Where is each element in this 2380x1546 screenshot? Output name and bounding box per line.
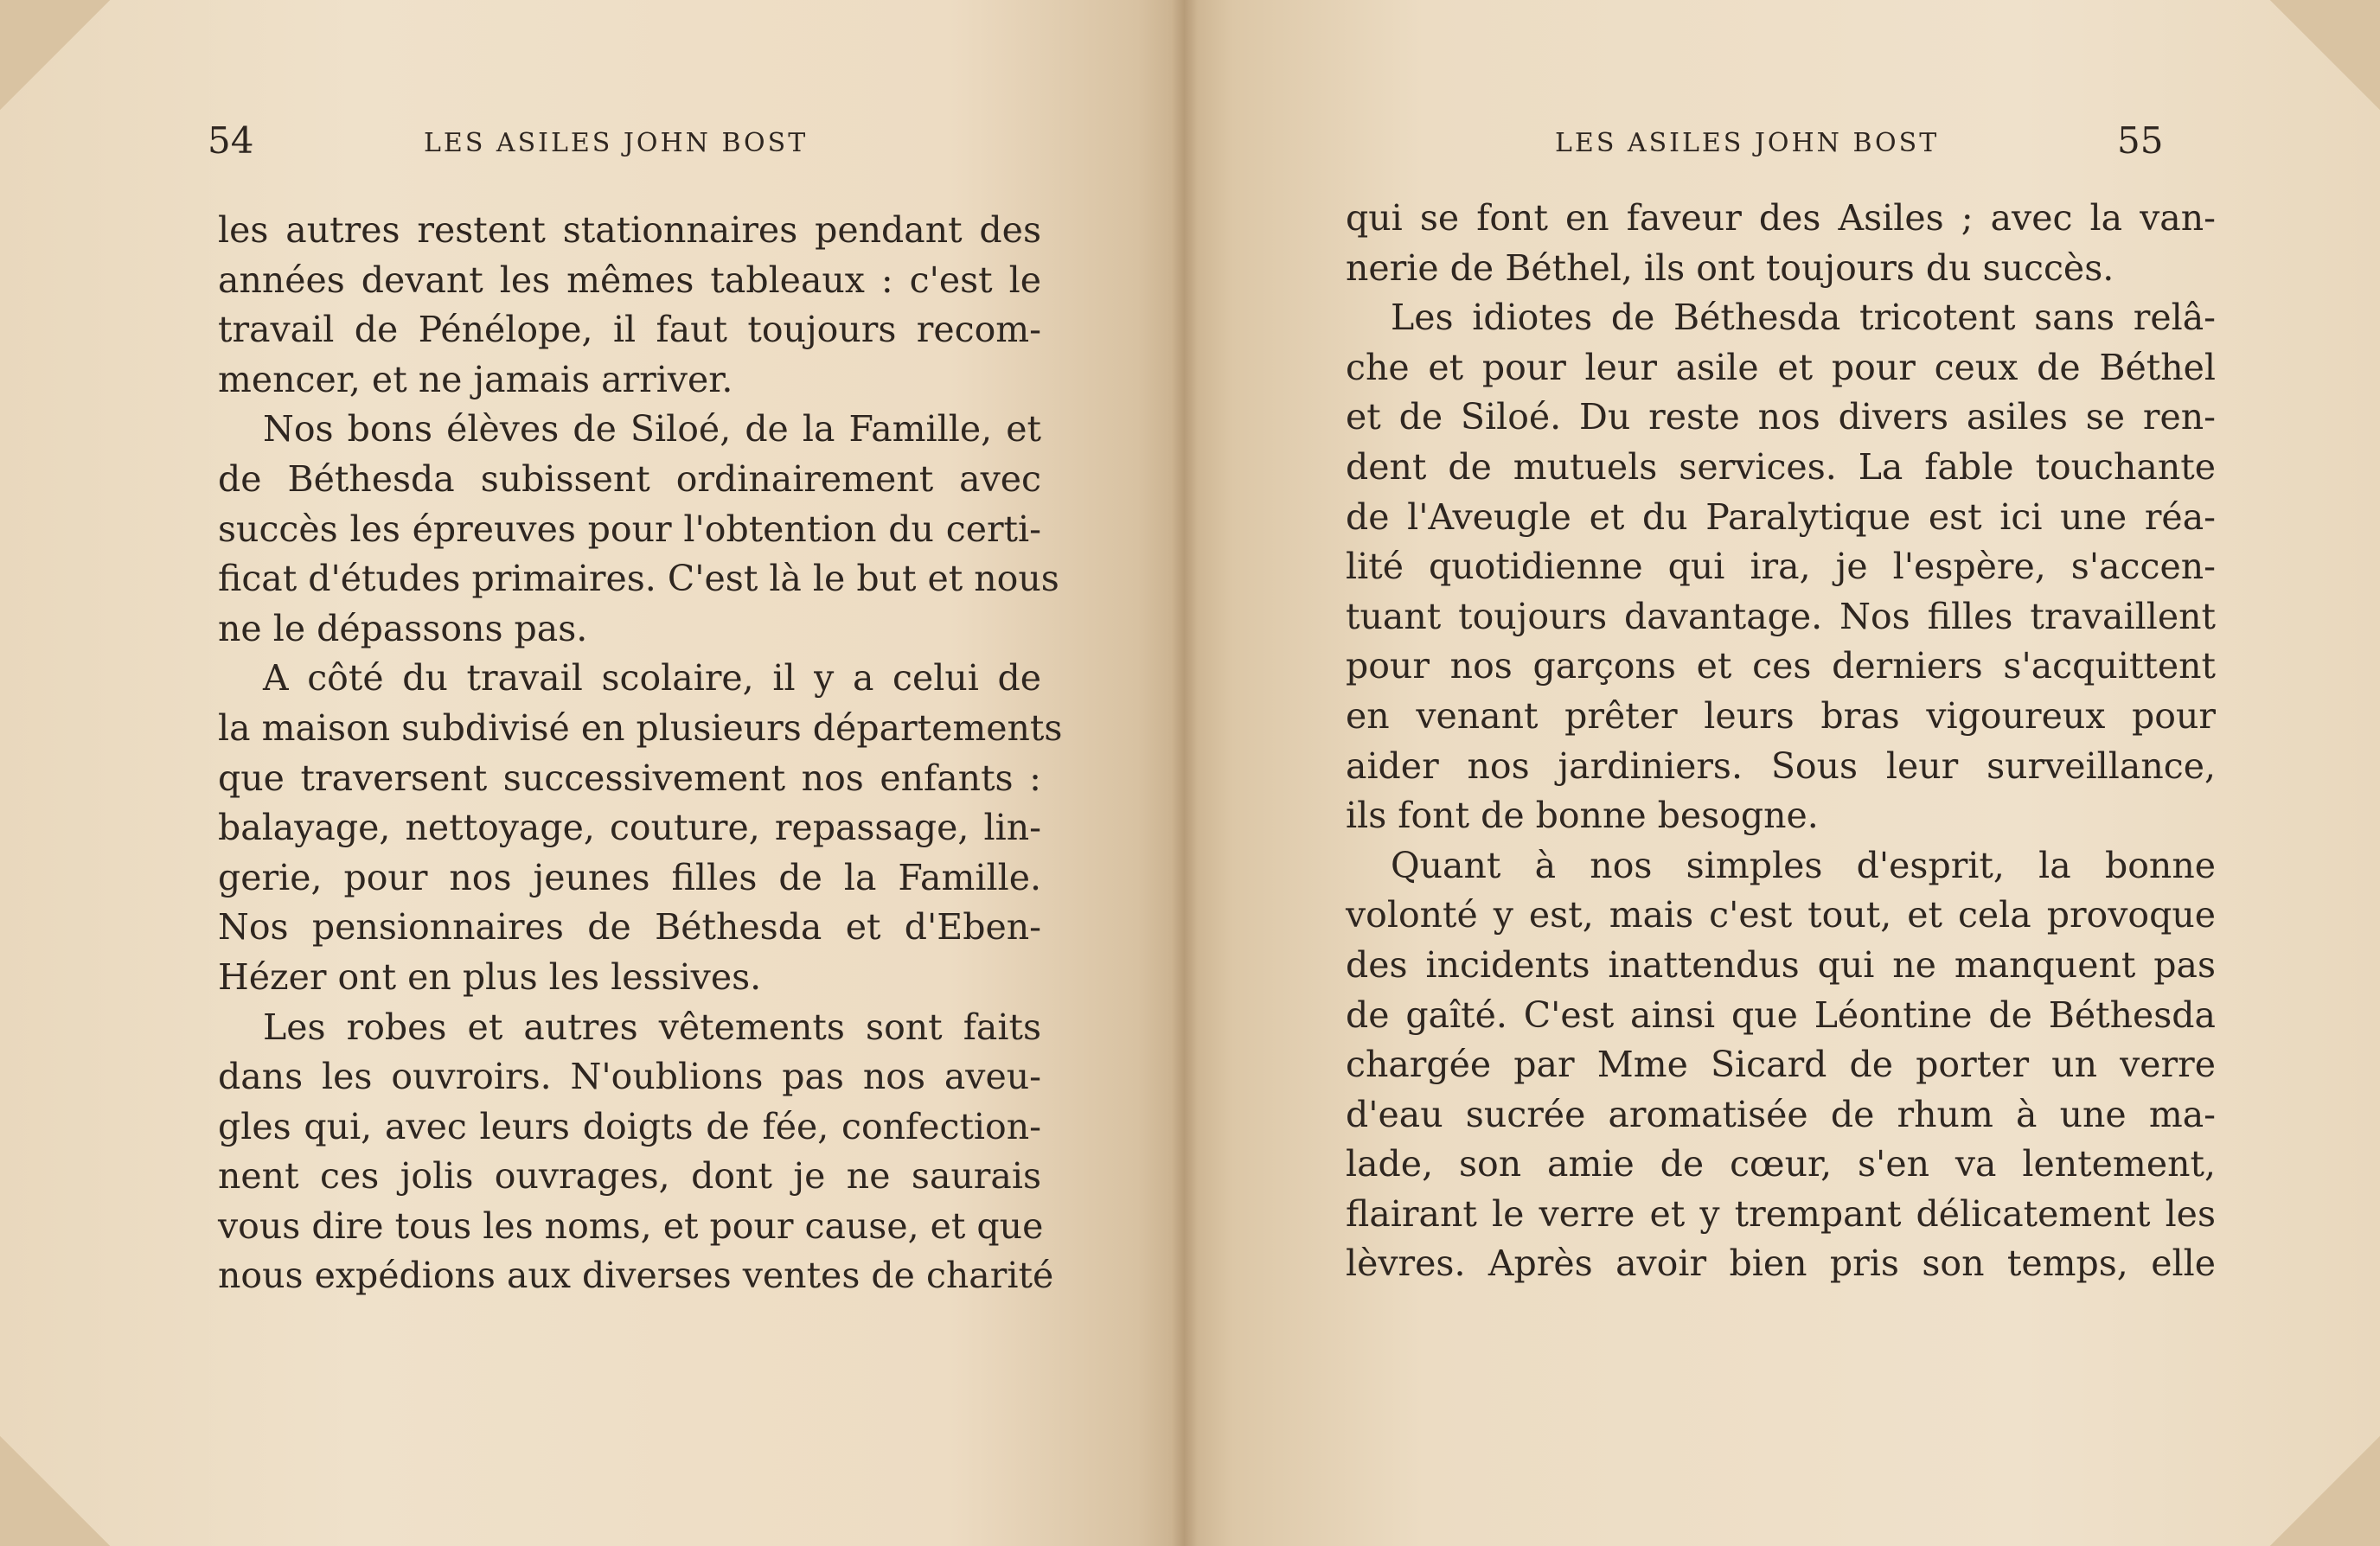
- text-line: gles qui, avec leurs doigts de fée, confection-: [218, 1105, 1041, 1147]
- text-line: Nos pensionnaires de Béthesda et d'Eben-: [218, 906, 1041, 949]
- text-line: pour nos garçons et ces derniers s'acquittent: [1346, 645, 2216, 687]
- text-line: flairant le verre et y trempant délicatement les: [1346, 1192, 2216, 1235]
- right-running-header: LES ASILES JOHN BOST: [1555, 128, 1940, 158]
- text-line: che et pour leur asile et pour ceux de Béthel: [1346, 346, 2216, 388]
- text-line: les autres restent stationnaires pendant des: [218, 209, 1041, 251]
- text-line: de l'Aveugle et du Paralytique est ici une réa-: [1346, 495, 2216, 538]
- book-gutter: [1172, 0, 1198, 1546]
- text-line: gerie, pour nos jeunes filles de la Famille.: [218, 856, 1041, 898]
- text-line: succès les épreuves pour l'obtention du certi-: [218, 508, 1041, 550]
- text-line: nerie de Béthel, ils ont toujours du succès.: [1346, 246, 2114, 289]
- right-page: [1185, 0, 2380, 1546]
- text-line: nous expédions aux diverses ventes de charité: [218, 1255, 1054, 1297]
- text-line: Hézer ont en plus les lessives.: [218, 955, 762, 998]
- text-line: d'eau sucrée aromatisée de rhum à une ma-: [1346, 1093, 2216, 1135]
- text-line: que traversent successivement nos enfants :: [218, 757, 1041, 799]
- text-line: qui se font en faveur des Asiles ; avec la van-: [1346, 197, 2216, 239]
- text-line: lade, son amie de cœur, s'en va lentement,: [1346, 1143, 2216, 1185]
- text-line: lèvres. Après avoir bien pris son temps, elle: [1346, 1243, 2216, 1285]
- text-line: Nos bons élèves de Siloé, de la Famille, et: [263, 408, 1041, 450]
- left-page: [0, 0, 1185, 1546]
- text-line: ficat d'études primaires. C'est là le but et nous: [218, 558, 1059, 600]
- right-page-body: [1346, 194, 2216, 1289]
- text-line: années devant les mêmes tableaux : c'est le: [218, 259, 1041, 301]
- text-line: vous dire tous les noms, et pour cause, et que: [218, 1204, 1044, 1247]
- text-line: lité quotidienne qui ira, je l'espère, s'accen-: [1346, 546, 2216, 588]
- text-line: nent ces jolis ouvrages, dont je ne saurais: [218, 1155, 1041, 1198]
- text-line: en venant prêter leurs bras vigoureux pour: [1346, 694, 2216, 737]
- left-page-body: [218, 206, 1063, 1301]
- right-page-number: 55: [2117, 119, 2164, 162]
- text-line: de Béthesda subissent ordinairement avec: [218, 457, 1041, 500]
- left-running-header: LES ASILES JOHN BOST: [424, 128, 809, 158]
- text-line: ils font de bonne besogne.: [1346, 795, 1819, 837]
- text-line: la maison subdivisé en plusieurs départements: [218, 706, 1063, 749]
- text-line: Les idiotes de Béthesda tricotent sans relâ-: [1391, 297, 2216, 339]
- text-line: Quant à nos simples d'esprit, la bonne: [1391, 844, 2216, 886]
- text-line: dent de mutuels services. La fable touchante: [1346, 445, 2216, 488]
- text-line: dans les ouvroirs. N'oublions pas nos aveu-: [218, 1056, 1041, 1098]
- text-line: A côté du travail scolaire, il y a celui de: [263, 657, 1041, 700]
- left-page-number: 54: [208, 119, 254, 162]
- text-line: des incidents inattendus qui ne manquent pas: [1346, 943, 2216, 986]
- text-line: volonté y est, mais c'est tout, et cela provoque: [1346, 894, 2216, 936]
- text-line: ne le dépassons pas.: [218, 607, 588, 649]
- text-line: de gaîté. C'est ainsi que Léontine de Béthesda: [1346, 993, 2216, 1036]
- text-line: mencer, et ne jamais arriver.: [218, 358, 733, 400]
- text-line: tuant toujours davantage. Nos filles travaillent: [1346, 595, 2216, 637]
- text-line: balayage, nettoyage, couture, repassage, lin-: [218, 807, 1041, 849]
- text-line: chargée par Mme Sicard de porter un verre: [1346, 1044, 2216, 1086]
- text-line: travail de Pénélope, il faut toujours recom-: [218, 309, 1041, 351]
- text-line: Les robes et autres vêtements sont faits: [263, 1006, 1041, 1048]
- text-line: et de Siloé. Du reste nos divers asiles se ren-: [1346, 396, 2216, 438]
- text-line: aider nos jardiniers. Sous leur surveillance,: [1346, 744, 2216, 787]
